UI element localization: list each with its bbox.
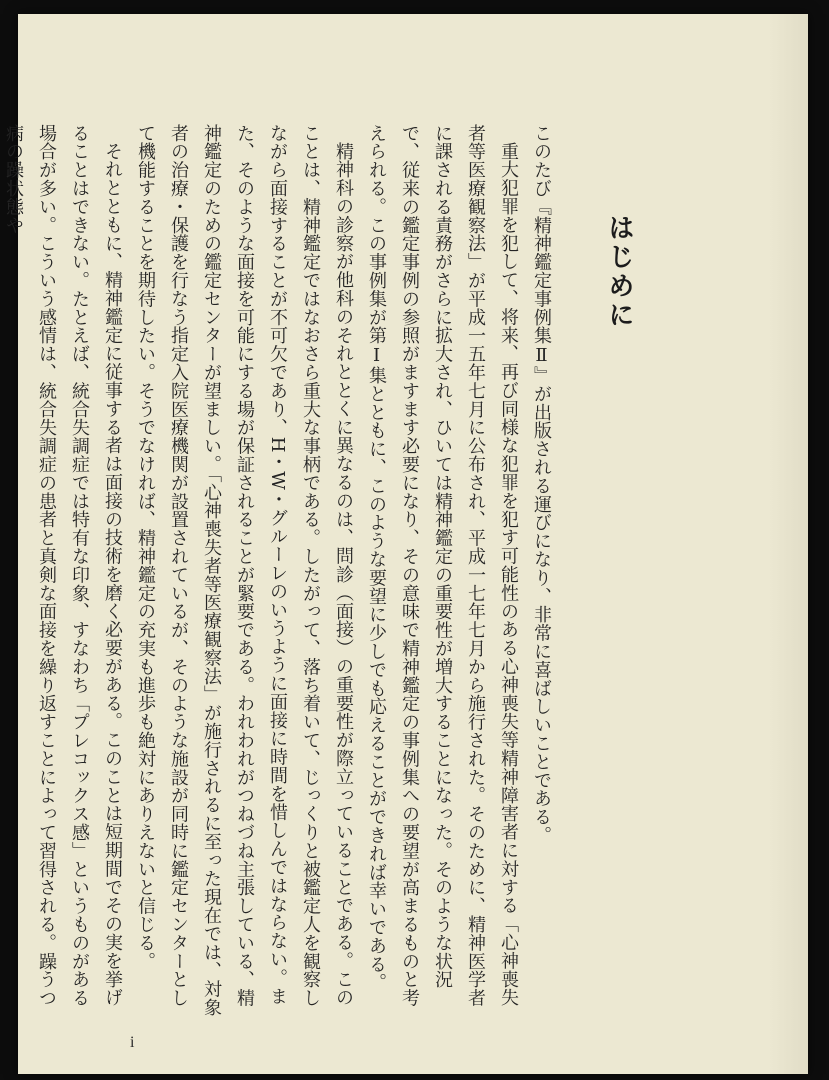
- paragraph-3: 精神科の診察が他科のそれととくに異なるのは、問診（面接）の重要性が際立っていることである。このことは、精神鑑定ではなおさら重大な事柄である。したがって、落ち着いて、じっくりと被鑑定人を観察しながら面接することが不可欠であり、H・W・グルーレのいうように面接に時間を惜しんではならない。また、そのような面接を可能にする場が保証されることが緊要である。われわれがつねづね主張している、精神鑑定のための鑑定センターが望ましい。「心神喪失者等医療観察法」が施行されるに至った現在では、対象者の治療・保護を行なう指定入院医療機関が設置されているが、そのような施設が同時に鑑定センターとして機能することを期待したい。そうでなければ、精神鑑定の充実も進歩も絶対にありえないと信じる。: [135, 124, 354, 1017]
- paragraph-1: このたび『精神鑑定事例集Ⅱ』が出版される運びになり、非常に喜ばしいことである。: [531, 124, 552, 845]
- book-page: [3, 14, 808, 1074]
- page-number: i: [130, 1034, 135, 1051]
- page-title: はじめに: [604, 214, 634, 330]
- body-text: [0, 124, 558, 1024]
- paragraph-2: 重大犯罪を犯して、将来、再び同様な犯罪を犯す可能性のある心神喪失等精神障害者に対する「心神喪失者等医療観察法」が平成一五年七月に公布され、平成一七年七月から施行された。そのために、精神医学者に課される責務がさらに拡大され、ひいては精神鑑定の重要性が増大することになった。そのような状況で、従来の鑑定事例の参照がますます必要になり、その意味で精神鑑定の事例集への要望が高まるものと考えられる。この事例集が第Ⅰ集とともに、このような要望に少しでも応えることができれば幸いである。: [366, 124, 519, 1008]
- page-edge-shading: [768, 14, 808, 1074]
- paragraph-4: それとともに、精神鑑定に従事する者は面接の技術を磨く必要がある。このことは短期間でその実を挙げることはできない。たとえば、統合失調症では特有な印象、すなわち「プレコックス感」というものがある場合が多い。こういう感情は、統合失調症の患者と真剣な面接を繰り返すことによって習得される。躁うつ病の躁状態や: [3, 124, 123, 1008]
